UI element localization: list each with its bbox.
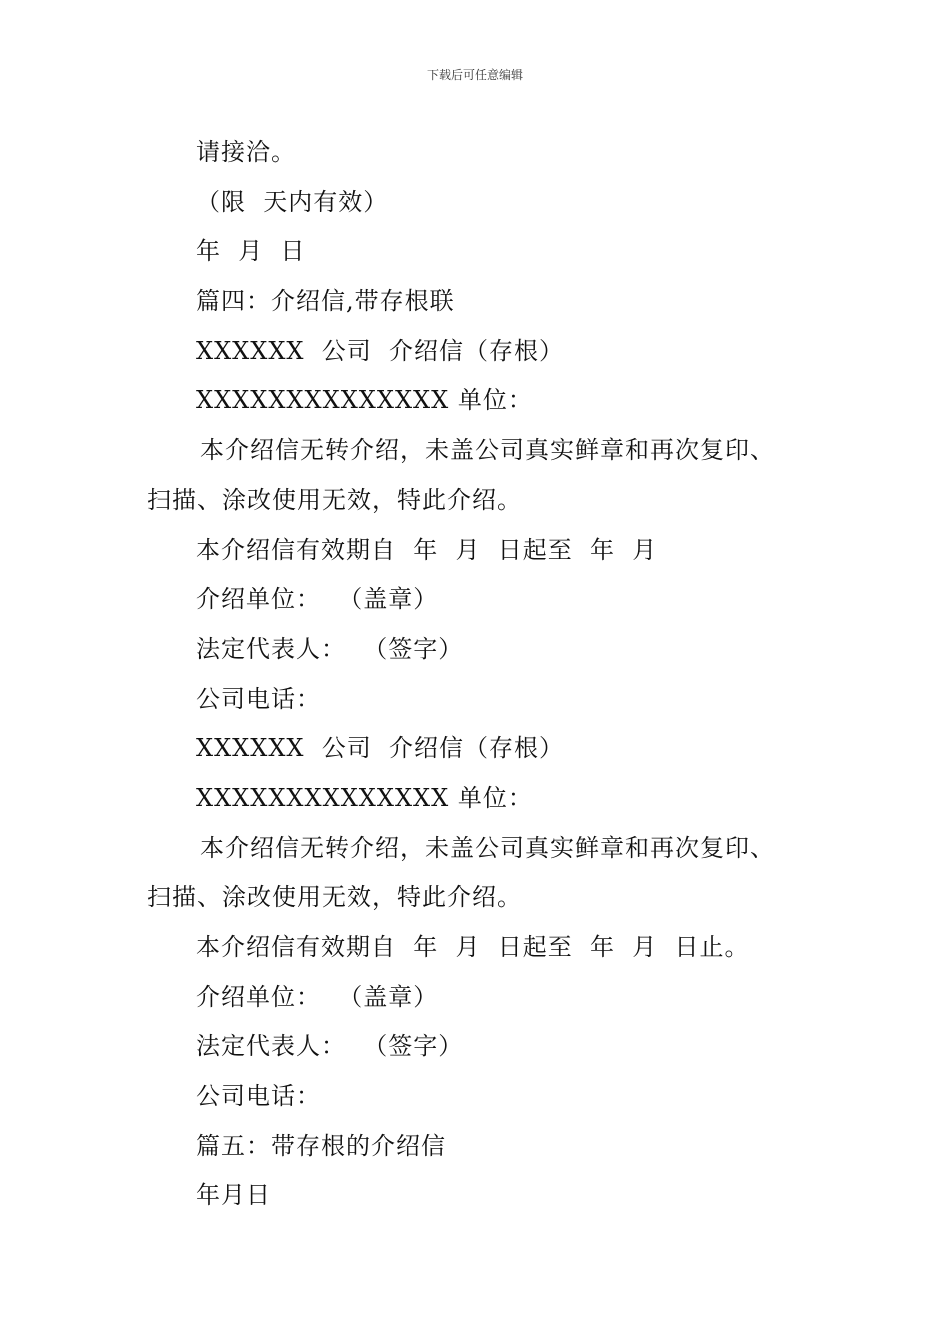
- letter-title: XXXXXX 公司 介绍信（存根）: [196, 734, 565, 763]
- section-heading: 篇四：介绍信,带存根联: [196, 287, 455, 316]
- letter-title: XXXXXX 公司 介绍信（存根）: [196, 336, 565, 365]
- paragraph-line: 本介绍信无转介绍，未盖公司真实鲜章和再次复印、: [200, 833, 775, 862]
- legal-rep-line: 法定代表人： （签字）: [196, 634, 464, 663]
- text-line: （限 天内有效）: [196, 187, 389, 216]
- validity-line: 本介绍信有效期自 年 月 日起至 年 月 日止。: [196, 933, 750, 961]
- recipient-line: XXXXXXXXXXXXXX 单位：: [196, 783, 533, 812]
- date-line: 年月日: [196, 1181, 271, 1210]
- text-line: 请接洽。: [196, 138, 296, 166]
- section-heading: 篇五：带存根的介绍信: [196, 1131, 446, 1160]
- page-header: 下载后可任意编辑: [426, 68, 523, 82]
- validity-line: 本介绍信有效期自 年 月 日起至 年 月: [196, 535, 658, 564]
- issuer-line: 介绍单位： （盖章）: [196, 585, 439, 614]
- issuer-line: 介绍单位： （盖章）: [196, 982, 439, 1011]
- paragraph-line: 本介绍信无转介绍，未盖公司真实鲜章和再次复印、: [200, 436, 775, 465]
- legal-rep-line: 法定代表人： （签字）: [196, 1032, 464, 1061]
- recipient-line: XXXXXXXXXXXXXX 单位：: [196, 386, 533, 415]
- phone-line: 公司电话：: [196, 684, 321, 713]
- document-body: [147, 128, 807, 1221]
- text-line: 年 月 日: [196, 237, 306, 266]
- paragraph-continuation: 扫描、涂改使用无效，特此介绍。: [147, 883, 522, 912]
- paragraph-continuation: 扫描、涂改使用无效，特此介绍。: [147, 485, 522, 514]
- phone-line: 公司电话：: [196, 1082, 321, 1111]
